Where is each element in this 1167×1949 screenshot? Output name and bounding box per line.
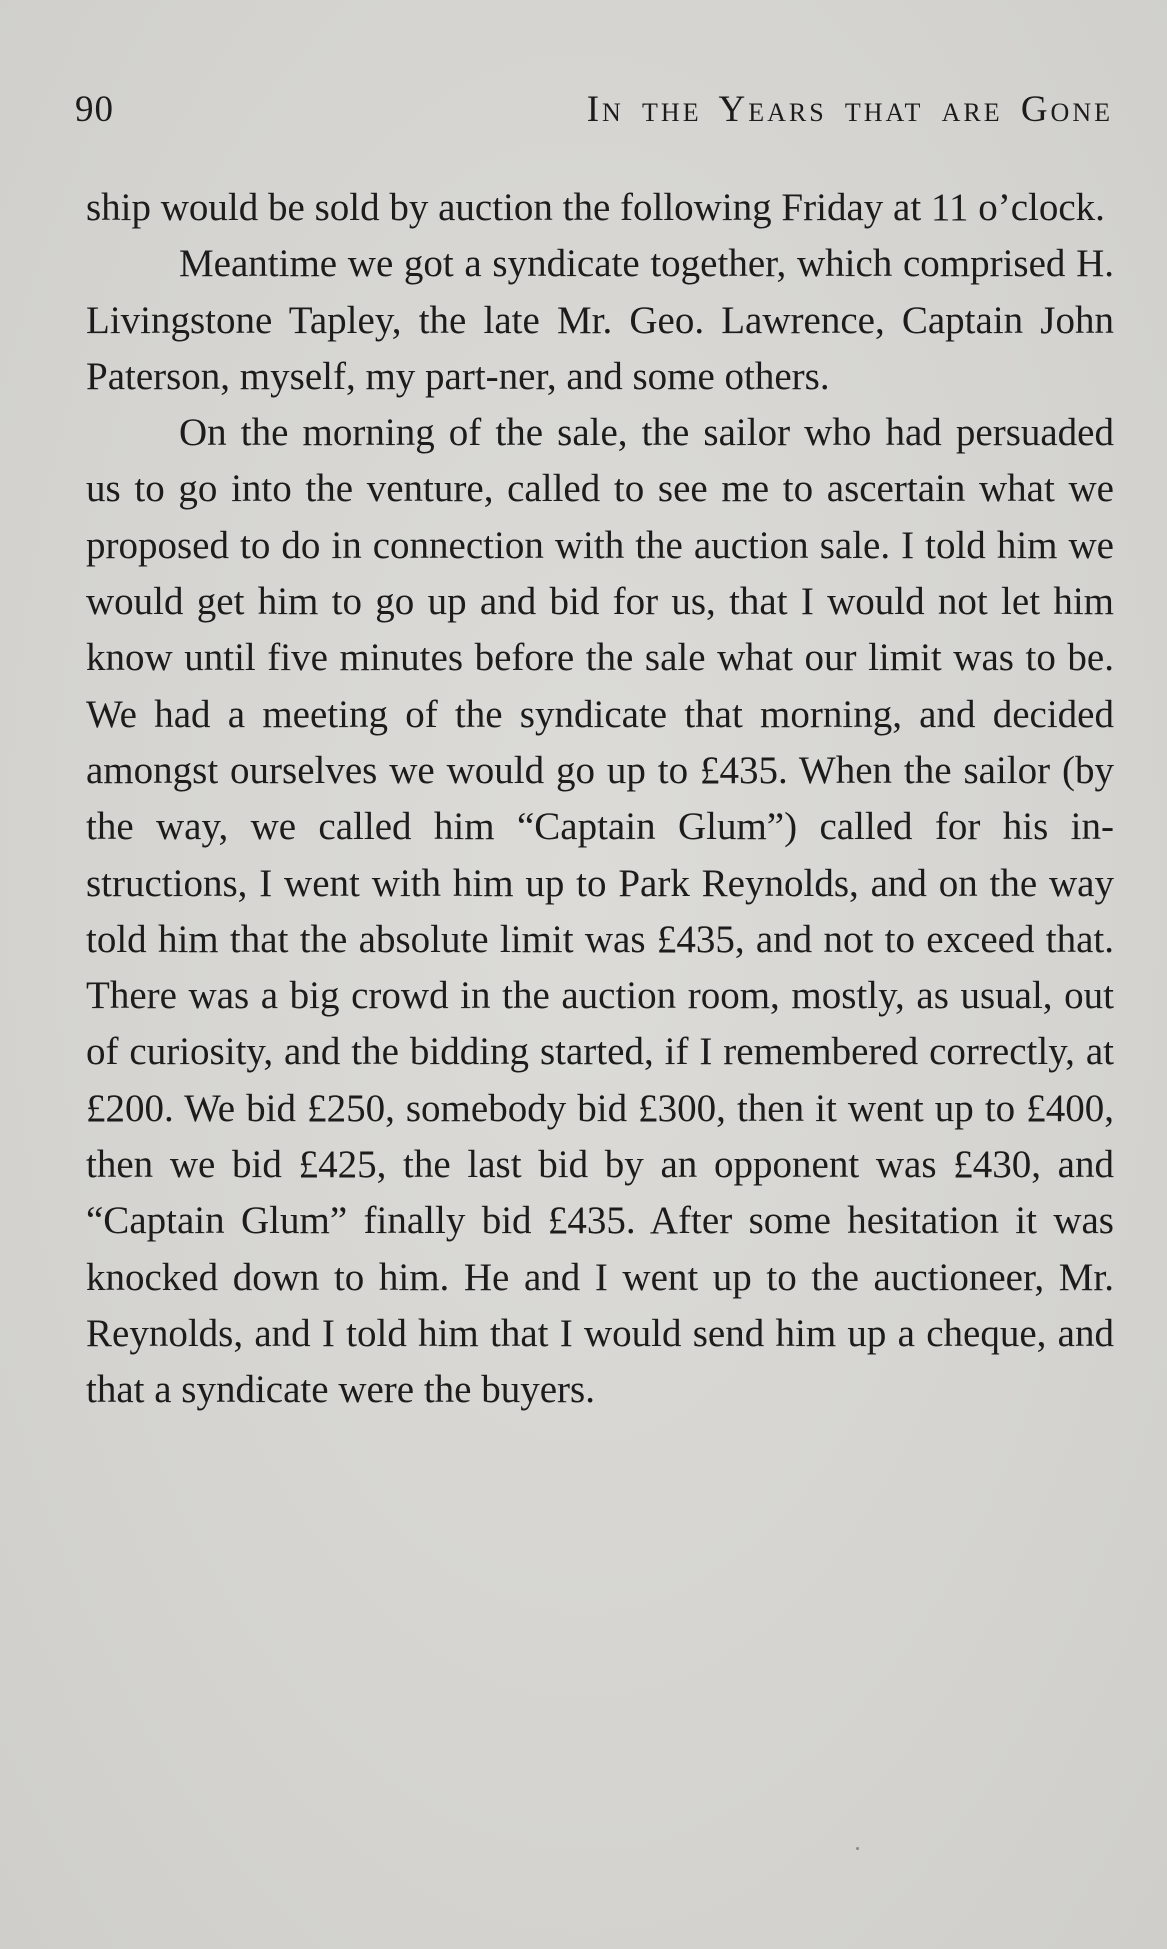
body-text — [86, 180, 1114, 1419]
page-number: 90 — [75, 89, 114, 130]
paragraph-auction: On the morning of the sale, the sailor who had persuaded us to go into the venture, called to see me to ascertain what we proposed to do in connection with the auction sale. I told him we would get him to go up and bid for us, that I would not let him know until five minutes before the sale what our limit was to be. We had a meeting of the syndicate that morning, and decided amongst ourselves we would go up to £435. When the sailor (by the way, we called him “Captain Glum”) called for his in-structions, I went with him up to Park Reynolds, and on the way told him that the absolute limit was £435, and not to exceed that. There was a big crowd in the auction room, mostly, as usual, out of curiosity, and the bidding started, if I remembered correctly, at £200. We bid £250, somebody bid £300, then it went up to £400, then we bid £425, the last bid by an opponent was £430, and “Captain Glum” finally bid £435. After some hesitation it was knocked down to him. He and I went up to the auctioneer, Mr. Reynolds, and I told him that I would send him up a cheque, and that a syndicate were the buyers. — [86, 411, 1114, 1412]
paragraph-syndicate: Meantime we got a syndicate together, which comprised H. Livingstone Tapley, the late Mr. Geo. Lawrence, Captain John Paterson, myself, my part-ner, and some others. — [86, 242, 1114, 398]
paragraph-continuation: ship would be sold by auction the following Friday at 11 o’clock. — [86, 186, 1105, 229]
paper-speck — [856, 1847, 859, 1850]
running-title: In the Years that are Gone — [586, 89, 1113, 130]
running-head — [75, 88, 1113, 138]
